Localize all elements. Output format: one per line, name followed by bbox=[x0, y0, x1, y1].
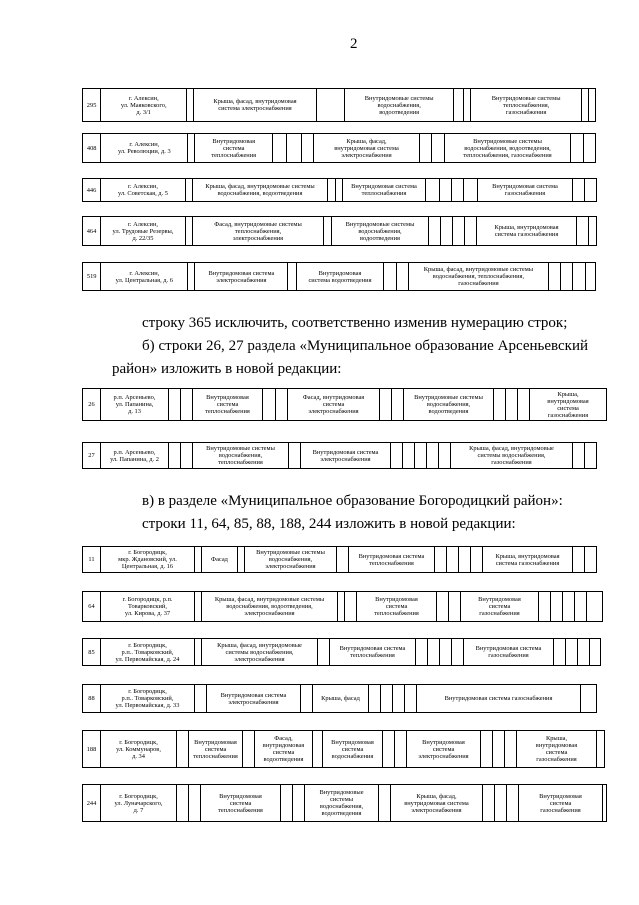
empty-cell bbox=[507, 785, 519, 822]
work-cell: Внутридомовая система газоснабжения bbox=[519, 785, 603, 822]
empty-cell bbox=[393, 685, 405, 713]
empty-cell bbox=[454, 89, 464, 122]
empty-cell bbox=[189, 785, 201, 822]
work-cell: Внутридомовые системы теплоснабжения, газоснабжения bbox=[471, 89, 581, 122]
row-number: 464 bbox=[83, 217, 101, 246]
row-number: 85 bbox=[83, 639, 101, 666]
empty-cell bbox=[301, 685, 313, 713]
address-cell: г. Богородицк, ул. Луначарского, д. 7 bbox=[101, 785, 177, 822]
work-cell: Фасад, внутридомовая система электроснабжения bbox=[288, 389, 380, 421]
work-cell: Крыша, фасад, внутридомовые системы водоснабжения, водоотведения bbox=[193, 179, 328, 202]
address-cell: г. Алексин, ул. Революции, д. 3 bbox=[101, 134, 188, 163]
empty-cell bbox=[539, 592, 551, 622]
work-cell: Внутридомовые системы водоснабжения, теплоснабжения bbox=[193, 443, 289, 469]
empty-cell bbox=[181, 443, 193, 469]
empty-cell bbox=[583, 134, 595, 163]
table-row bbox=[82, 784, 607, 822]
empty-cell bbox=[453, 217, 465, 246]
work-cell: Внутридомовая система электроснабжения bbox=[207, 685, 301, 713]
empty-cell bbox=[429, 217, 441, 246]
address-cell: р.п. Арсеньево, ул. Папанина, д. 2 bbox=[101, 443, 169, 469]
work-cell: Фасад, внутридомовые системы теплоснабжения, электроснабжения bbox=[193, 217, 324, 246]
empty-cell bbox=[328, 179, 336, 202]
table-row bbox=[82, 88, 596, 122]
work-cell: Крыша, внутридомовая система газоснабжения bbox=[530, 389, 607, 421]
empty-cell bbox=[597, 731, 605, 768]
paragraph-bogoroditsky: в) в разделе «Муниципальное образование Богородицкий район»: bbox=[142, 493, 563, 509]
empty-cell bbox=[288, 263, 296, 291]
empty-cell bbox=[495, 785, 507, 822]
work-cell: Внутридомовая система теплоснабжения bbox=[189, 731, 243, 768]
empty-cell bbox=[561, 263, 573, 291]
empty-cell bbox=[518, 389, 530, 421]
empty-cell bbox=[440, 639, 452, 666]
work-cell: Внутридомовая система газоснабжения bbox=[461, 592, 539, 622]
empty-cell bbox=[186, 179, 193, 202]
empty-cell bbox=[573, 179, 585, 202]
empty-cell bbox=[186, 217, 193, 246]
work-cell: Внутридомовая система газоснабжения bbox=[478, 179, 573, 202]
empty-cell bbox=[316, 89, 344, 122]
empty-cell bbox=[459, 547, 471, 573]
empty-cell bbox=[551, 592, 563, 622]
work-cell: Внутридомовая система электроснабжения bbox=[195, 263, 288, 291]
empty-cell bbox=[573, 263, 585, 291]
address-cell: г. Богородицк, р.п.. Товарковский, ул. Первомайская, д. 24 bbox=[101, 639, 195, 666]
empty-cell bbox=[369, 685, 381, 713]
empty-cell bbox=[588, 89, 595, 122]
table-row bbox=[82, 546, 597, 573]
empty-cell bbox=[276, 389, 288, 421]
work-cell: Внутридомовая система теплоснабжения bbox=[195, 134, 273, 163]
empty-cell bbox=[603, 785, 607, 822]
empty-cell bbox=[293, 785, 305, 822]
empty-cell bbox=[483, 785, 495, 822]
empty-cell bbox=[464, 89, 471, 122]
empty-cell bbox=[554, 639, 566, 666]
empty-cell bbox=[395, 731, 407, 768]
empty-cell bbox=[581, 685, 597, 713]
empty-cell bbox=[243, 731, 255, 768]
empty-cell bbox=[494, 389, 506, 421]
table-row bbox=[82, 591, 603, 622]
work-cell: Внутридомовые системы водоснабжения, водоотведения, теплоснабжения, газоснабжения bbox=[444, 134, 571, 163]
work-cell: Внутридомовая система газоснабжения bbox=[464, 639, 554, 666]
empty-cell bbox=[381, 685, 393, 713]
empty-cell bbox=[313, 731, 323, 768]
empty-cell bbox=[481, 731, 493, 768]
work-cell: Крыша, фасад, внутридомовые системы водоснабжения, теплоснабжения, газоснабжения bbox=[408, 263, 548, 291]
work-cell: Внутридомовая система теплоснабжения bbox=[343, 179, 426, 202]
empty-cell bbox=[585, 263, 595, 291]
empty-cell bbox=[493, 731, 505, 768]
work-cell: Крыша, внутридомовая система газоснабжения bbox=[477, 217, 577, 246]
empty-cell bbox=[426, 179, 440, 202]
work-cell: Крыша, фасад, внутридомовая система электроснабжения bbox=[194, 89, 316, 122]
table-row bbox=[82, 216, 597, 246]
empty-cell bbox=[187, 89, 194, 122]
work-cell: Внутридомовая система водоотведения bbox=[296, 263, 384, 291]
empty-cell bbox=[420, 134, 432, 163]
table-row bbox=[82, 638, 601, 666]
empty-cell bbox=[380, 389, 392, 421]
empty-cell bbox=[471, 547, 483, 573]
empty-cell bbox=[195, 685, 207, 713]
empty-cell bbox=[238, 547, 245, 573]
empty-cell bbox=[428, 639, 440, 666]
empty-cell bbox=[573, 547, 585, 573]
row-number: 64 bbox=[83, 592, 101, 622]
work-cell: Внутридомовая система электроснабжения bbox=[407, 731, 481, 768]
empty-cell bbox=[441, 217, 453, 246]
empty-cell bbox=[405, 685, 417, 713]
empty-cell bbox=[273, 134, 287, 163]
empty-cell bbox=[575, 592, 587, 622]
row-number: 408 bbox=[83, 134, 101, 163]
address-cell: г. Богородицк, р.п.. Товарковский, ул. Первомайская, д. 33 bbox=[101, 685, 195, 713]
work-cell: Крыша, фасад, внутридомовые системы водоснабжения, газоснабжения bbox=[451, 443, 573, 469]
empty-cell bbox=[195, 639, 202, 666]
empty-cell bbox=[505, 731, 517, 768]
empty-cell bbox=[188, 134, 195, 163]
empty-cell bbox=[432, 134, 444, 163]
empty-cell bbox=[403, 443, 415, 469]
empty-cell bbox=[571, 134, 583, 163]
empty-cell bbox=[563, 592, 575, 622]
empty-cell bbox=[439, 443, 451, 469]
work-cell: Внутридомовые системы водоснабжения, водоотведения bbox=[404, 389, 494, 421]
address-cell: г. Богородицк, ул. Коммунаров, д. 34 bbox=[101, 731, 177, 768]
work-cell: Крыша, внутридомовая система газоснабжения bbox=[517, 731, 597, 768]
empty-cell bbox=[581, 89, 588, 122]
work-cell: Внутридомовая система газоснабжения bbox=[417, 685, 581, 713]
work-cell: Крыша, фасад, внутридомовые системы водоснабжения, электроснабжения bbox=[202, 639, 318, 666]
empty-cell bbox=[169, 389, 181, 421]
empty-cell bbox=[447, 547, 459, 573]
work-cell: Внутридомовая система водоснабжения bbox=[323, 731, 383, 768]
work-cell: Крыша, фасад, внутридомовая система электроснабжения bbox=[391, 785, 483, 822]
empty-cell bbox=[263, 389, 276, 421]
work-cell: Внутридомовые системы водоснабжения, электроснабжения bbox=[245, 547, 337, 573]
empty-cell bbox=[195, 592, 202, 622]
empty-cell bbox=[449, 592, 461, 622]
empty-cell bbox=[289, 443, 301, 469]
work-cell: Внутридомовые системы водоснабжения, водоотведения bbox=[345, 89, 454, 122]
work-cell: Фасад bbox=[202, 547, 238, 573]
work-cell: Внутридомовая система электроснабжения bbox=[301, 443, 391, 469]
empty-cell bbox=[391, 443, 403, 469]
work-cell: Крыша, фасад, внутридомовая система электроснабжения bbox=[313, 134, 419, 163]
row-number: 26 bbox=[83, 389, 101, 421]
table-row bbox=[82, 133, 596, 163]
empty-cell bbox=[169, 443, 181, 469]
empty-cell bbox=[573, 443, 585, 469]
address-cell: г. Алексин, ул. Трудовые Резервы, д. 22/35 bbox=[101, 217, 186, 246]
empty-cell bbox=[440, 179, 452, 202]
table-row bbox=[82, 730, 605, 768]
empty-cell bbox=[566, 639, 578, 666]
work-cell: Внутридомовые системы водоснабжения, водоотведения bbox=[332, 217, 429, 246]
empty-cell bbox=[585, 179, 597, 202]
empty-cell bbox=[392, 389, 404, 421]
empty-cell bbox=[336, 179, 343, 202]
address-cell: г. Алексин, ул. Центральная, д. 6 bbox=[101, 263, 188, 291]
empty-cell bbox=[324, 217, 332, 246]
empty-cell bbox=[589, 217, 597, 246]
empty-cell bbox=[578, 639, 590, 666]
empty-cell bbox=[188, 263, 195, 291]
empty-cell bbox=[585, 547, 597, 573]
empty-cell bbox=[464, 179, 478, 202]
address-cell: г. Алексин, ул. Маяковского, д. 3/1 bbox=[101, 89, 187, 122]
empty-cell bbox=[577, 217, 589, 246]
empty-cell bbox=[435, 547, 447, 573]
paragraph-rows-list: строки 11, 64, 85, 88, 188, 244 изложить в новой редакции: bbox=[142, 516, 516, 532]
row-number: 27 bbox=[83, 443, 101, 469]
empty-cell bbox=[318, 639, 330, 666]
table-row bbox=[82, 684, 597, 713]
work-cell: Внутридомовая система теплоснабжения bbox=[349, 547, 435, 573]
work-cell: Внутридомовая система теплоснабжения bbox=[201, 785, 281, 822]
work-cell: Крыша, внутридомовая система газоснабжения bbox=[483, 547, 573, 573]
empty-cell bbox=[338, 592, 345, 622]
empty-cell bbox=[452, 179, 464, 202]
work-cell: Фасад, внутридомовая система водоотведения bbox=[255, 731, 313, 768]
empty-cell bbox=[506, 389, 518, 421]
table-row bbox=[82, 388, 607, 421]
empty-cell bbox=[301, 134, 313, 163]
empty-cell bbox=[590, 639, 601, 666]
table-row bbox=[82, 262, 596, 291]
empty-cell bbox=[195, 547, 202, 573]
empty-cell bbox=[281, 785, 293, 822]
row-number: 244 bbox=[83, 785, 101, 822]
address-cell: р.п. Арсеньево, ул. Папанина, д. 13 bbox=[101, 389, 169, 421]
page-number: 2 bbox=[350, 36, 358, 52]
empty-cell bbox=[177, 731, 189, 768]
empty-cell bbox=[384, 263, 396, 291]
row-number: 446 bbox=[83, 179, 101, 202]
work-cell: Внутридомовая система теплоснабжения bbox=[330, 639, 416, 666]
address-cell: г. Алексин, ул. Советская, д. 5 bbox=[101, 179, 186, 202]
row-number: 519 bbox=[83, 263, 101, 291]
work-cell: Внутридомовая система теплоснабжения bbox=[193, 389, 263, 421]
address-cell: г. Богородицк, р.п. Товарковский, ул. Кирова, д. 37 bbox=[101, 592, 195, 622]
empty-cell bbox=[396, 263, 408, 291]
empty-cell bbox=[379, 785, 391, 822]
empty-cell bbox=[177, 785, 189, 822]
empty-cell bbox=[416, 639, 428, 666]
empty-cell bbox=[181, 389, 193, 421]
empty-cell bbox=[437, 592, 449, 622]
empty-cell bbox=[383, 731, 395, 768]
table-row bbox=[82, 178, 597, 202]
work-cell: Крыша, фасад, внутридомовые системы водоснабжения, водоотведения, электроснабжения bbox=[202, 592, 338, 622]
empty-cell bbox=[548, 263, 560, 291]
empty-cell bbox=[465, 217, 477, 246]
empty-cell bbox=[415, 443, 427, 469]
address-cell: г. Богородицк, мкр. Ждановский, ул. Центральная, д. 16 bbox=[101, 547, 195, 573]
empty-cell bbox=[587, 592, 603, 622]
empty-cell bbox=[337, 547, 349, 573]
empty-cell bbox=[427, 443, 439, 469]
work-cell: Крыша, фасад bbox=[313, 685, 369, 713]
empty-cell bbox=[345, 592, 357, 622]
table-row bbox=[82, 442, 597, 469]
row-number: 88 bbox=[83, 685, 101, 713]
empty-cell bbox=[585, 443, 597, 469]
row-number: 188 bbox=[83, 731, 101, 768]
row-number: 295 bbox=[83, 89, 101, 122]
empty-cell bbox=[452, 639, 464, 666]
empty-cell bbox=[287, 134, 301, 163]
paragraph-arsenyevsky: б) строки 26, 27 раздела «Муниципальное образование Арсеньевский район» изложить в новой редакции: bbox=[112, 338, 588, 377]
row-number: 11 bbox=[83, 547, 101, 573]
work-cell: Внутридомовая система теплоснабжения bbox=[357, 592, 437, 622]
paragraph-remove-row: строку 365 исключить, соответственно изменив нумерацию строк; bbox=[142, 315, 568, 331]
work-cell: Внутридомовые системы водоснабжения, водоотведения bbox=[305, 785, 379, 822]
